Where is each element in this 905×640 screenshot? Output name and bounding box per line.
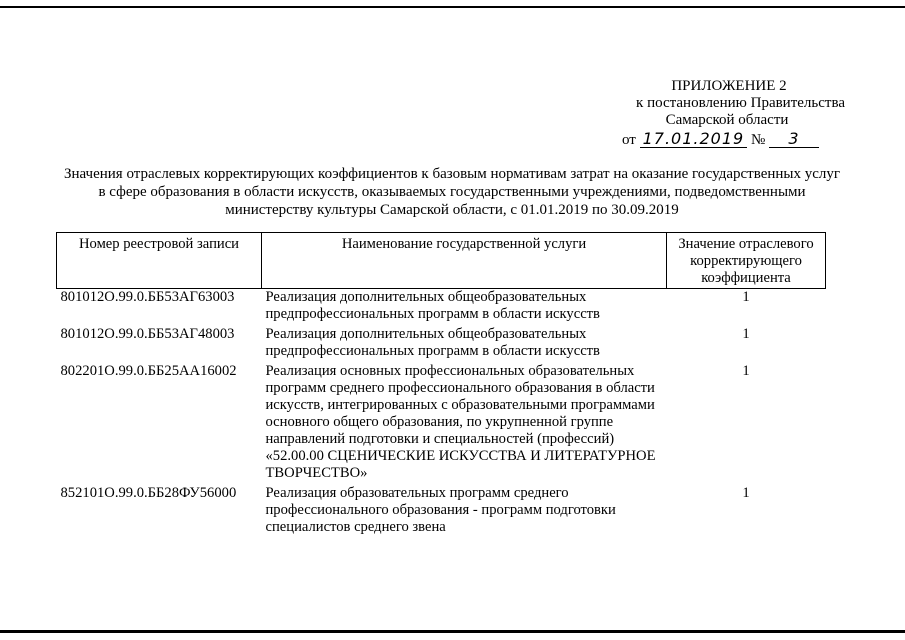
appendix-block <box>579 78 845 149</box>
table-header-row <box>57 233 826 289</box>
appendix-decree-line: к постановлению Правительства <box>636 95 845 111</box>
coefficient-value: 1 <box>742 326 750 342</box>
table-row <box>57 363 826 485</box>
table-row <box>57 485 826 539</box>
appendix-region-line: Самарской области <box>665 112 789 128</box>
table-row <box>57 326 826 363</box>
header-coefficient-value: Значение отраслевого корректирующего коэффициента <box>667 233 826 289</box>
appendix-date-line <box>579 130 819 149</box>
appendix-heading: ПРИЛОЖЕНИЕ 2 <box>671 78 787 94</box>
service-name: Реализация образовательных программ среднего профессионального образования - программ подготовки специалистов среднего звена <box>265 485 616 535</box>
header-registry-number: Номер реестровой записи <box>57 233 262 289</box>
coefficient-value: 1 <box>742 485 750 501</box>
registry-number: 852101О.99.0.ББ28ФУ56000 <box>60 485 237 501</box>
registry-number: 801012О.99.0.ББ53АГ48003 <box>60 326 235 342</box>
scan-border-bottom <box>0 630 905 633</box>
service-name: Реализация дополнительных общеобразовательных предпрофессиональных программ в области искусств <box>265 289 600 322</box>
service-name: Реализация основных профессиональных образовательных программ среднего профессионального образования в области искусств, интегрированных с образовательными программами основного общего образования, по укрупненной группе направлений подготовки и специальностей (профессий) «52.00.00 СЦЕНИЧЕСКИЕ ИСКУССТВА И ЛИТЕРАТУРНОЕ ТВОРЧЕСТВО» <box>265 363 656 481</box>
document-title: Значения отраслевых корректирующих коэффициентов к базовым нормативам затрат на оказание государственных услуг в сфере образования в области искусств, оказываемых государственными учреждениями, подведомственными министерству культуры Самарской области, с 01.01.2019 по 30.09.2019 <box>63 166 841 218</box>
coefficient-value: 1 <box>742 289 750 305</box>
number-prefix: № <box>750 132 766 148</box>
handwritten-number: 3 <box>769 130 819 148</box>
handwritten-date: 17.01.2019 <box>640 130 748 148</box>
registry-number: 801012О.99.0.ББ53АГ63003 <box>60 289 235 305</box>
coefficient-value: 1 <box>742 363 750 379</box>
registry-number: 802201О.99.0.ББ25АА16002 <box>60 363 237 379</box>
table-row <box>57 289 826 327</box>
coefficients-table <box>56 232 826 539</box>
header-service-name: Наименование государственной услуги <box>262 233 667 289</box>
service-name: Реализация дополнительных общеобразовательных предпрофессиональных программ в области искусств <box>265 326 600 359</box>
scan-border-top <box>0 6 905 8</box>
date-prefix: от <box>621 132 636 148</box>
